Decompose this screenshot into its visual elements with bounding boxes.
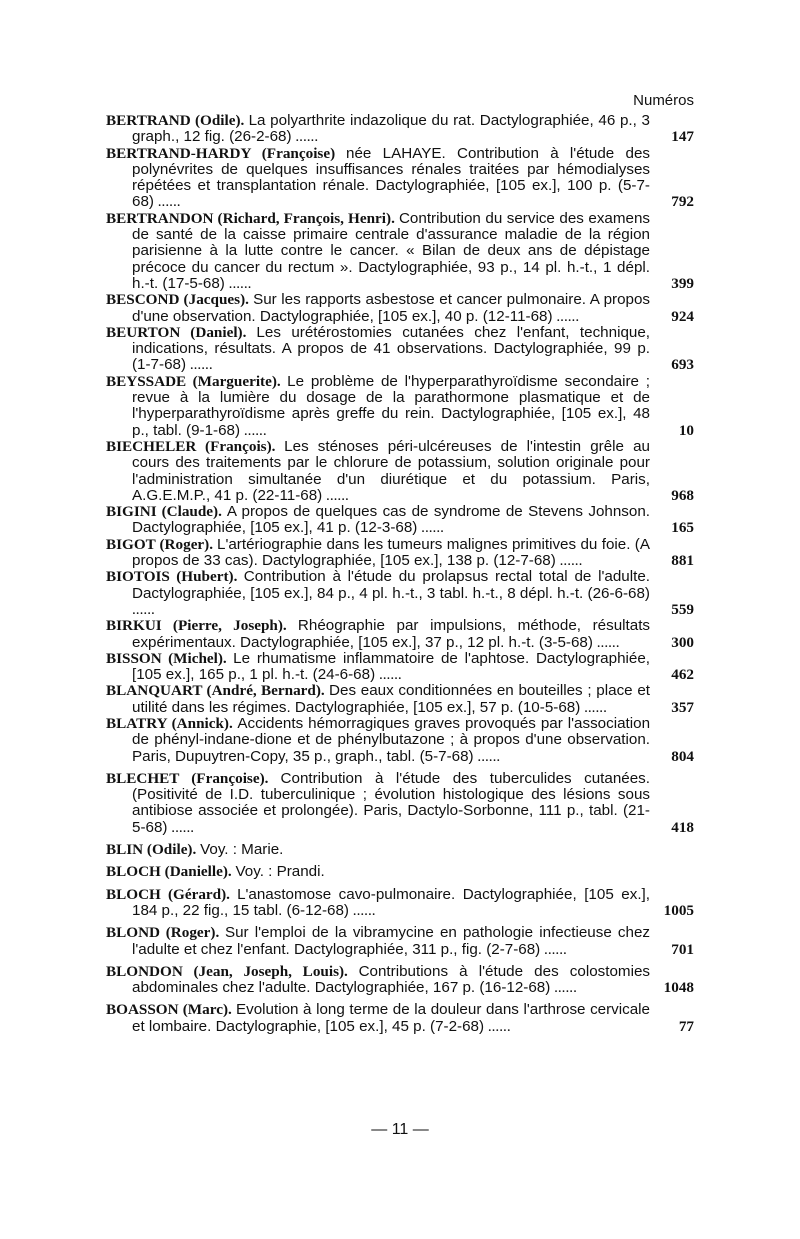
entry-author: BERTRAND-HARDY (Françoise)	[106, 144, 336, 162]
entry-description: Sur l'emploi de la vibramycine en pathologie infectieuse chez l'adulte et chez l'enfant. Dactylographiée, 311 p., fig. (2-7-68)	[132, 924, 650, 958]
bibliography-entry	[106, 146, 694, 211]
dot-leader: ......	[552, 307, 580, 325]
entry-author: BLIN (Odile).	[106, 841, 197, 859]
dot-leader: ......	[132, 600, 155, 618]
entry-description: Les sténoses péri-ulcéreuses de l'intestin grêle au cours des traitements par le chlorure de potassium, solution originale pour l'administration simultanée d'un diurétique et du potassium. Paris, A.G.E.M.P., 41 p. (22-11-68)	[132, 437, 651, 504]
index-page	[106, 92, 694, 1035]
bibliography-entry	[106, 113, 694, 146]
entry-author: BLECHET (Françoise).	[106, 769, 269, 787]
dot-leader: ......	[348, 901, 376, 919]
entry-author: BLOCH (Gérard).	[106, 885, 230, 903]
bibliography-entry	[106, 325, 694, 374]
entry-description: née LAHAYE. Contribution à l'étude des polynévrites de quelques insuffisances rénales traitées par hémodialyses répétées et transplantation rénale. Dactylographiée, [105 ex.], 100 p. (5-7-68)	[132, 144, 651, 211]
bibliography-entry	[106, 1002, 694, 1035]
entry-description: Voy. : Prandi.	[235, 863, 325, 881]
entry-author: BERTRANDON (Richard, François, Henri).	[106, 209, 395, 227]
entry-description: Contribution à l'étude des tuberculides cutanées. (Positivité de I.D. tuberculinique ; évolution histologique des lésions sous antibiose associée et prolongée). Paris, Dactylo-Sorbonne, 111 p., tabl. (21-5-68)	[132, 769, 650, 836]
entry-number: 693	[671, 356, 694, 374]
entry-author: BIGOT (Roger).	[106, 535, 214, 553]
entry-author: BIRKUI (Pierre, Joseph).	[106, 617, 287, 635]
entry-number: 924	[671, 307, 694, 325]
bibliography-entry	[106, 569, 694, 618]
entry-description: A propos de quelques cas de syndrome de Stevens Johnson. Dactylographiée, [105 ex.], 41 p. (12-3-68)	[132, 503, 650, 537]
entry-description: Les urétérostomies cutanées chez l'enfant, technique, indications, résultats. A propos de 41 observations. Dactylographiée, 99 p. (1-7-68)	[132, 323, 651, 374]
entry-author: BEYSSADE (Marguerite).	[106, 372, 281, 390]
entry-author: BLANQUART (André, Bernard).	[106, 682, 325, 700]
entry-description: Accidents hémorragiques graves provoqués par l'association de phényl-indane-dione et de phénylbutazone ; à propos d'une observation. Paris, Dupuytren-Copy, 35 p., graph., tabl. (5-7-68)	[132, 714, 651, 765]
entry-number: 357	[671, 698, 694, 716]
entry-description: Rhéographie par impulsions, méthode, résultats expérimentaux. Dactylographiée, [105 ex.], 37 p., 12 pl. h.-t. (3-5-68)	[132, 617, 651, 651]
bibliography-entry	[106, 537, 694, 570]
entry-number: 881	[671, 552, 694, 570]
dot-leader: ......	[484, 1017, 511, 1035]
entry-author: BOASSON (Marc).	[106, 1001, 232, 1019]
dot-leader: ......	[240, 421, 267, 439]
bibliography-entry	[106, 211, 694, 292]
bibliography-entry	[106, 864, 694, 880]
dot-leader: ......	[580, 698, 607, 716]
bibliography-entry	[106, 771, 694, 836]
entry-description: Des eaux conditionnées en bouteilles ; place et utilité dans les régimes. Dactylographiée, [105 ex.], 57 p. (10-5-68)	[132, 682, 650, 716]
entry-author: BIECHELER (François).	[106, 437, 276, 455]
bibliography-entry	[106, 683, 694, 716]
entry-description: Contributions à l'étude des colostomies abdominales chez l'adulte. Dactylographiée, 167 p. (16-12-68)	[132, 962, 650, 997]
dot-leader: ......	[153, 193, 181, 211]
entry-number: 1005	[663, 901, 694, 919]
entry-author: BIGINI (Claude).	[106, 503, 222, 521]
entry-description: Evolution à long terme de la douleur dans l'arthrose cervicale et lombaire. Dactylographie, [105 ex.], 45 p. (7-2-68)	[132, 1001, 650, 1035]
entry-number: 804	[671, 747, 694, 765]
entry-number: 968	[671, 486, 694, 504]
dot-leader: ......	[291, 128, 319, 146]
entry-description: Contribution du service des examens de santé de la caisse primaire centrale d'assurance maladie de la région parisienne à la lutte contre le cancer. « Bilan de deux ans de dépistage précoce du cancer du rectum ». Dactylographiée, 93 p., 14 pl. h.-t., 1 dépl. h.-t. (17-5-68)	[132, 209, 650, 292]
bibliography-entry	[106, 504, 694, 537]
entry-number: 399	[671, 274, 694, 292]
entry-number: 147	[671, 128, 694, 146]
entry-number: 300	[671, 633, 694, 651]
dot-leader: ......	[473, 747, 501, 765]
entry-author: BIOTOIS (Hubert).	[106, 568, 238, 586]
entry-number: 792	[671, 193, 694, 211]
dot-leader: ......	[540, 940, 567, 958]
entry-number: 462	[671, 666, 694, 684]
dot-leader: ......	[224, 274, 252, 292]
dot-leader: ......	[322, 486, 349, 504]
dot-leader: ......	[375, 666, 402, 684]
entry-author: BLONDON (Jean, Joseph, Louis).	[106, 962, 348, 980]
page-number: — 11 —	[371, 1121, 429, 1138]
dot-leader: ......	[555, 552, 583, 570]
bibliography-entry	[106, 439, 694, 504]
entry-number: 165	[671, 519, 694, 537]
bibliography-entry	[106, 964, 694, 997]
dot-leader: ......	[592, 633, 620, 651]
dot-leader: ......	[417, 519, 444, 537]
entry-number: 701	[671, 940, 694, 958]
entry-number: 1048	[663, 979, 694, 997]
entry-description: L'anastomose cavo-pulmonaire. Dactylographiée, [105 ex.], 184 p., 22 fig., 15 tabl. (6-12-68)	[132, 885, 650, 919]
entry-description: Contribution à l'étude du prolapsus rectal total de l'adulte. Dactylographiée, [105 ex.], 84 p., 4 pl. h.-t., 3 tabl. h.-t., 8 dépl. h.-t. (26-6-68)	[132, 568, 650, 602]
entry-author: BLOCH (Danielle).	[106, 863, 232, 881]
entry-description: Voy. : Marie.	[200, 841, 284, 859]
entry-author: BISSON (Michel).	[106, 649, 227, 667]
entry-description: Le rhumatisme inflammatoire de l'aphtose. Dactylographiée, [105 ex.], 165 p., 1 pl. h.-t. (24-6-68)	[132, 649, 651, 684]
bibliography-entry	[106, 842, 694, 858]
bibliography-entry	[106, 651, 694, 684]
bibliography-entry	[106, 925, 694, 958]
column-header: Numéros	[633, 92, 694, 109]
entry-number: 559	[671, 600, 694, 618]
entry-author: BLATRY (Annick).	[106, 714, 233, 732]
entry-author: BESCOND (Jacques).	[106, 291, 249, 309]
entry-description: L'artériographie dans les tumeurs malignes primitives du foie. (A propos de 33 cas). Dactylographiée, [105 ex.], 138 p. (12-7-68)	[132, 535, 650, 570]
bibliography-entry	[106, 618, 694, 651]
bibliography-entry	[106, 374, 694, 439]
entry-author: BLOND (Roger).	[106, 924, 220, 942]
dot-leader: ......	[550, 979, 577, 997]
entry-list	[106, 113, 694, 1035]
entry-description: Sur les rapports asbestose et cancer pulmonaire. A propos d'une observation. Dactylographiée, [105 ex.], 40 p. (12-11-68)	[132, 291, 651, 325]
bibliography-entry	[106, 887, 694, 920]
entry-author: BEURTON (Daniel).	[106, 323, 247, 341]
bibliography-entry	[106, 716, 694, 765]
entry-number: 77	[678, 1017, 694, 1035]
bibliography-entry	[106, 292, 694, 325]
entry-author: BERTRAND (Odile).	[106, 112, 245, 129]
dot-leader: ......	[186, 356, 213, 374]
entry-number: 10	[678, 421, 694, 439]
entry-number: 418	[671, 818, 694, 836]
dot-leader: ......	[167, 818, 195, 836]
entry-description: Le problème de l'hyperparathyroïdisme secondaire ; revue à la lumière du dosage de la parathormone plasmatique et de l'hyperparathyroïdisme après greffe du rein. Dactylographiée, [105 ex.], 48 p., tabl. (9-1-68)	[132, 372, 651, 439]
entry-description: La polyarthrite indazolique du rat. Dactylographiée, 46 p., 3 graph., 12 fig. (26-2-68)	[132, 112, 650, 146]
